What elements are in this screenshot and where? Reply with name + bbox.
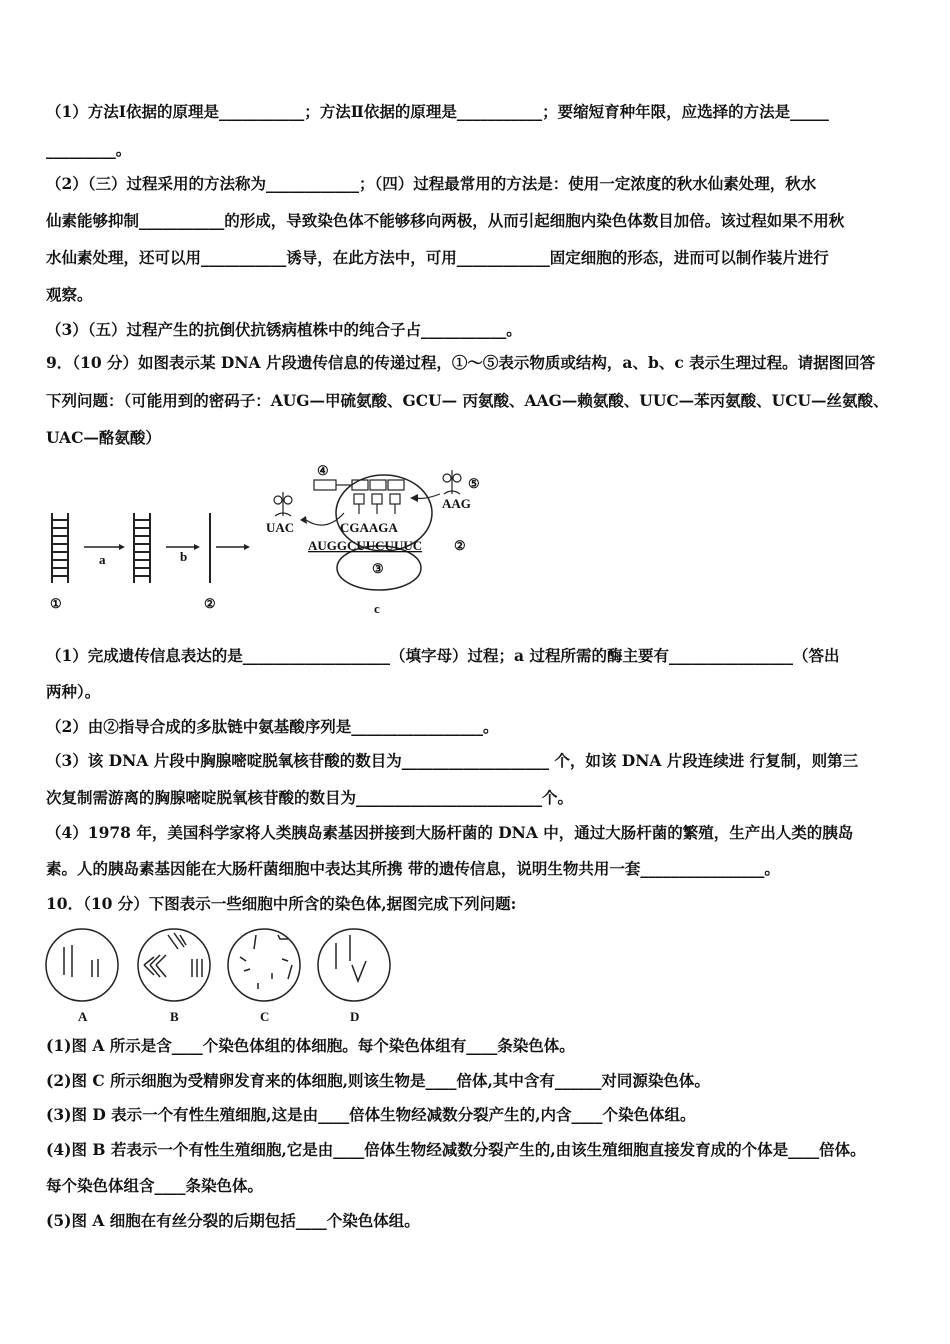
q10-part4-line1: (4)图 B 若表示一个有性生殖细胞,它是由____倍体生物经减数分裂产生的,由该生殖细胞直接发育成的个体是____倍体。 [46, 1140, 866, 1159]
q10-part1: (1)图 A 所示是含____个染色体组的体细胞。每个染色体组有____条染色体。 [46, 1036, 575, 1055]
q8-part3: （3）（五）过程产生的抗倒伏抗锈病植株中的纯合子占___________。 [46, 320, 522, 339]
q8-part2-line1: （2）（三）过程采用的方法称为____________；（四）过程最常用的方法是：使用一定浓度的秋水仙素处理，秋水 [46, 174, 817, 193]
label-c: c [374, 601, 380, 616]
anticodon-left: UAC [266, 520, 295, 535]
q9-part2: （2）由②指导合成的多肽链中氨基酸序列是_________________。 [46, 717, 499, 736]
circle-3: ③ [372, 561, 384, 576]
circle-4: ④ [317, 463, 329, 478]
cell-label-c: C [260, 1009, 270, 1024]
amino-acid-box [314, 480, 336, 490]
q10-chromosome-cells-figure [44, 925, 404, 1025]
q10-part3: (3)图 D 表示一个有性生殖细胞,这是由____倍体生物经减数分裂产生的,内含____个染色体组。 [46, 1105, 696, 1124]
circle-5: ⑤ [468, 476, 480, 491]
trna-right [443, 470, 461, 494]
trna-in-ribosome [354, 494, 400, 514]
q8-part2-line2: 仙素能够抑制___________的形成，导致染色体不能够移向两极，从而引起细胞内染色体数目加倍。该过程如果不用秋 [46, 211, 845, 230]
cell-d [318, 929, 390, 1001]
q9-stem-line2: 下列问题：（可能用到的密码子：AUG—甲硫氨酸、GCU— 丙氨酸、AAG—赖氨酸、UUC—苯丙氨酸、UCU—丝氨酸、 [46, 391, 889, 410]
q9-part4-line2: 素。人的胰岛素基因能在大肠杆菌细胞中表达其所携 带的遗传信息，说明生物共用一套________________。 [46, 859, 780, 878]
anticodon-mid: CGAAGA [340, 520, 398, 535]
q9-part1-line1: （1）完成遗传信息表达的是___________________（填字母）过程；a 过程所需的酶主要有________________（答出 [46, 646, 840, 665]
q9-stem-line1: 9．（10 分）如图表示某 DNA 片段遗传信息的传递过程，①～⑤表示物质或结构，a、b、c 表示生理过程。请据图回答 [46, 353, 876, 372]
q10-part4-line2: 每个染色体组含____条染色体。 [46, 1176, 264, 1195]
label-b: b [180, 549, 188, 564]
cell-a [46, 929, 118, 1001]
q9-part3-line1: （3）该 DNA 片段中胸腺嘧啶脱氧核苷酸的数目为___________________ 个，如该 DNA 片段连续进 行复制，则第三 [46, 751, 859, 770]
cell-label-d: D [350, 1009, 360, 1024]
cell-c [228, 929, 300, 1001]
dna-ladder-2 [134, 513, 150, 583]
q8-part1-line2: _________。 [46, 140, 132, 159]
q9-part4-line1: （4）1978 年，美国科学家将人类胰岛素基因拼接到大肠杆菌的 DNA 中，通过大肠杆菌的繁殖，生产出人类的胰岛 [46, 823, 854, 842]
q10-stem: 10．（10 分）下图表示一些细胞中所含的染色体,据图完成下列问题: [46, 894, 517, 913]
cell-label-a: A [78, 1009, 88, 1024]
circle-2-left: ② [204, 596, 216, 611]
trna-left [274, 492, 292, 516]
circle-2-right: ② [454, 538, 466, 553]
cell-label-b: B [170, 1009, 179, 1024]
cell-b [138, 929, 210, 1001]
mrna-sequence: AUGGCUUCUUUC [308, 538, 423, 553]
q8-part2-line3: 水仙素处理，还可以用___________诱导，在此方法中，可用____________固定细胞的形态，进而可以制作装片进行 [46, 248, 829, 267]
q10-part5: (5)图 A 细胞在有丝分裂的后期包括____个染色体组。 [46, 1211, 420, 1230]
q10-part2: (2)图 C 所示细胞为受精卵发育来的体细胞,则该生物是____倍体,其中含有______对同源染色体。 [46, 1071, 710, 1090]
q8-part2-line4: 观察。 [46, 285, 93, 304]
q8-part1-line1: （1）方法Ⅰ依据的原理是___________；方法Ⅱ依据的原理是___________；要缩短育种年限，应选择的方法是_____ [46, 102, 829, 121]
anticodon-right: AAG [442, 496, 471, 511]
q9-stem-line3: UAC—酪氨酸） [46, 428, 161, 447]
q9-part3-line2: 次复制需游离的胸腺嘧啶脱氧核苷酸的数目为________________________个。 [46, 788, 574, 807]
label-a: a [99, 552, 106, 567]
dna-ladder-1 [52, 513, 68, 583]
q9-gene-expression-figure [44, 458, 494, 618]
q9-part1-line2: 两种）。 [46, 682, 101, 701]
circle-1: ① [50, 596, 62, 611]
